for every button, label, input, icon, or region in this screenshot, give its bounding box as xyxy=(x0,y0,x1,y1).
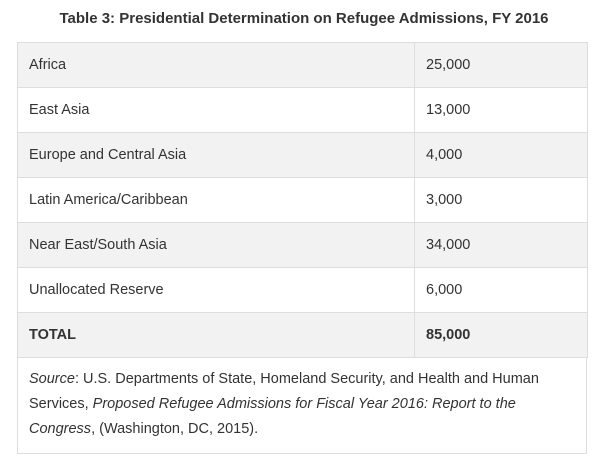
value-cell: 25,000 xyxy=(415,43,588,88)
total-row xyxy=(18,313,588,358)
region-cell: Latin America/Caribbean xyxy=(18,178,415,223)
region-cell: Africa xyxy=(18,43,415,88)
source-note xyxy=(17,358,587,454)
region-cell: East Asia xyxy=(18,88,415,133)
region-cell: Europe and Central Asia xyxy=(18,133,415,178)
value-cell: 3,000 xyxy=(415,178,588,223)
source-text: : U.S. Departments of State, Homeland Security, and Health and Human Services, xyxy=(29,371,539,412)
value-cell: 13,000 xyxy=(415,88,588,133)
table-title: Table 3: Presidential Determination on Refugee Admissions, FY 2016 xyxy=(59,10,549,27)
total-value: 85,000 xyxy=(415,313,588,358)
region-cell: Near East/South Asia xyxy=(18,223,415,268)
table-row xyxy=(18,88,588,133)
value-cell: 6,000 xyxy=(415,268,588,313)
table-row xyxy=(18,223,588,268)
report-title: Proposed Refugee Admissions for Fiscal Year 2016: Report to the Congress xyxy=(29,396,516,437)
table-row xyxy=(18,43,588,88)
value-cell: 4,000 xyxy=(415,133,588,178)
value-cell: 34,000 xyxy=(415,223,588,268)
source-publication: , (Washington, DC, 2015). xyxy=(91,421,259,437)
total-label: TOTAL xyxy=(18,313,415,358)
region-cell: Unallocated Reserve xyxy=(18,268,415,313)
table-row xyxy=(18,178,588,223)
table-row xyxy=(18,268,588,313)
table-row xyxy=(18,133,588,178)
data-table xyxy=(17,42,588,358)
refugee-admissions-table xyxy=(17,42,587,454)
source-label: Source xyxy=(29,371,75,387)
